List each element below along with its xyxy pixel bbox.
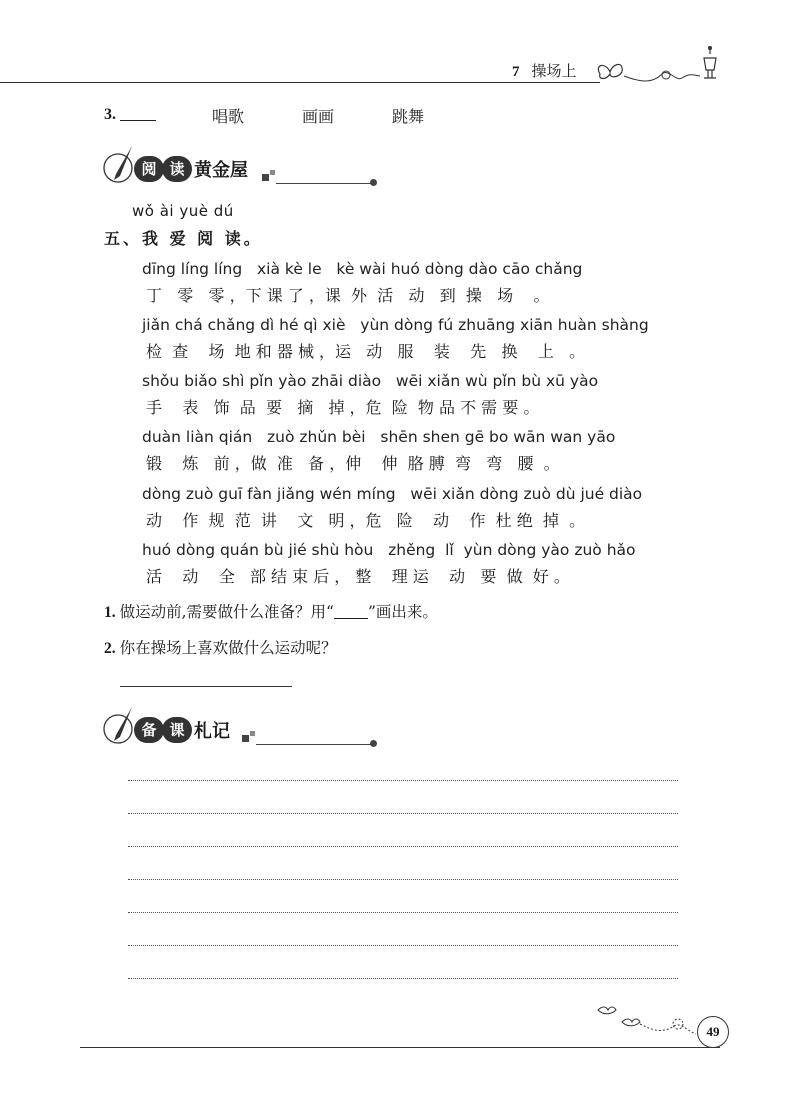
question-2 [104,636,337,658]
passage-text-4: 锻 炼 前 ，做 准 备 ，伸 伸 胳 膊 弯 弯 腰 。 [146,454,560,473]
note-line[interactable] [128,912,678,913]
question-2-text: 你在操场上喜欢做什么运动呢？ [119,639,337,657]
brush-icon [102,705,136,749]
passage-pinyin-3: shǒu biǎo shì pǐn yào zhāi diào wēi xiǎn wù pǐn bù xū yào [142,372,599,390]
answer-line[interactable] [120,686,292,687]
answer-blank[interactable] [120,120,156,121]
deco-square [250,731,255,736]
badge-notes-1: 备 [134,717,164,743]
underline-sample [334,618,368,619]
option-draw: 画画 [302,107,335,126]
unit-number: 7 [512,64,520,80]
question-1-text-before: 做运动前,需要做什么准备？用“ [119,603,334,621]
badge-read-1: 阅 [134,156,164,182]
note-line[interactable] [128,846,678,847]
birds-icon [592,1000,702,1040]
passage-text-6: 活 动 全 部 结 束 后 ， 整 理 运 动 要 做 好 。 [146,567,570,586]
section-rule-dot [370,740,377,747]
badge-notes-2: 课 [162,717,192,743]
note-line[interactable] [128,978,678,979]
passage-pinyin-2: jiǎn chá chǎng dì hé qì xiè yùn dòng fú zhuāng xiān huàn shàng [142,316,649,334]
section-rule-dot [370,179,377,186]
passage-text-3: 手 表 饰 品 要 摘 掉 ，危 险 物 品 不 需 要 。 [146,398,540,417]
question-1-number: 1. [104,604,116,621]
brush-icon [102,144,136,188]
section-rule [256,744,372,745]
question-1-text-after: ”画出来。 [367,603,438,621]
note-line[interactable] [128,879,678,880]
deco-square [242,735,249,742]
deco-square [262,174,269,181]
passage-text-2: 检 查 场 地 和 器 械 ，运 动 服 装 先 换 上 。 [146,342,586,361]
note-line[interactable] [128,813,678,814]
question-1 [104,600,438,622]
question-3-number: 3. [104,106,116,123]
option-dance: 跳舞 [392,107,425,126]
footer-rule [80,1047,720,1048]
reading-title-pinyin: wǒ ài yuè dú [132,202,234,220]
passage-text-1: 丁 零 零 ，下 课 了 ，课 外 活 动 到 操 场 。 [146,286,550,305]
question-2-number: 2. [104,640,116,657]
page-number: 49 [697,1016,729,1048]
section-title-notes: 札记 [194,721,230,742]
passage-pinyin-4: duàn liàn qián zuò zhǔn bèi shēn shen gē bo wān wan yāo [142,428,616,446]
lesson-title: 操场上 [531,62,577,80]
question-3 [104,104,425,126]
reading-title: 五、我 爱 阅 读。 [104,229,263,248]
passage-pinyin-5: dòng zuò guī fàn jiǎng wén míng wēi xiǎn dòng zuò dù jué diào [142,485,643,503]
passage-pinyin-1: dīng líng líng xià kè le kè wài huó dòng dào cāo chǎng [142,260,583,278]
option-sing: 唱歌 [212,107,245,126]
deco-square [270,170,275,175]
note-line[interactable] [128,780,678,781]
note-line[interactable] [128,945,678,946]
badge-read-2: 读 [162,156,192,182]
section-title-reading: 黄金屋 [194,160,248,181]
section-rule [276,183,372,184]
passage-pinyin-6: huó dòng quán bù jié shù hòu zhěng lǐ yùn dòng yào zuò hǎo [142,541,636,559]
header-rule [0,82,600,83]
butterfly-lamp-icon [592,44,732,90]
header-title [512,60,577,81]
passage-text-5: 动 作 规 范 讲 文 明 ，危 险 动 作 杜 绝 掉 。 [146,511,586,530]
